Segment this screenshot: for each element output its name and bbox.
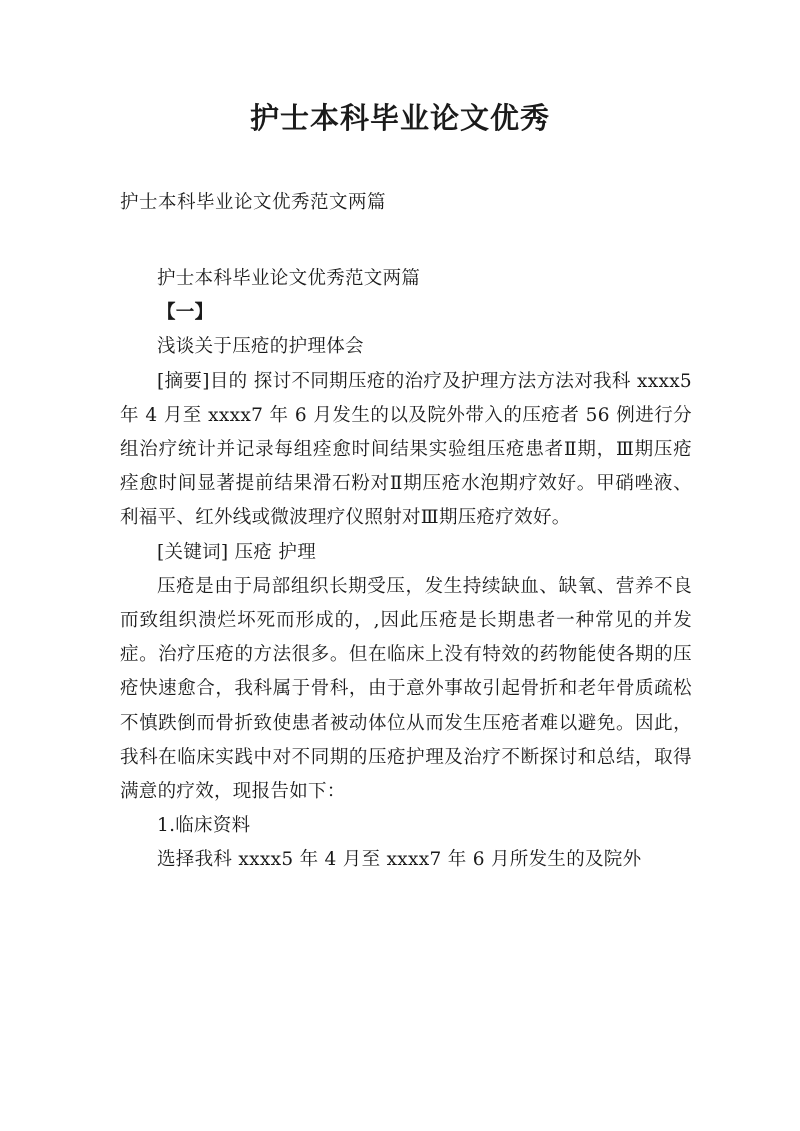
keywords-paragraph: [关键词] 压疮 护理 xyxy=(157,541,316,563)
abstract-paragraph: [摘要]目的 探讨不同期压疮的治疗及护理方法方法对我科 xxxx5 年 4 月至 xxxx7 年 6 月发生的以及院外带入的压疮者 56 例进行分组治疗统计并记录每组痊愈时间结果实验组压疮患者Ⅱ期，Ⅲ期压疮痊愈时间显著提前结果滑石粉对Ⅱ期压疮水泡期疗效好。甲硝唑液、利福平、红外线或微波理疗仪照射对Ⅲ期压疮疗效好。 xyxy=(120,370,692,529)
section-heading: 1.临床资料 xyxy=(157,815,251,837)
document-title: 护士本科毕业论文优秀 xyxy=(249,101,550,135)
body-heading: 护士本科毕业论文优秀范文两篇 xyxy=(157,268,421,289)
body-paragraph: 选择我科 xxxx5 年 4 月至 xxxx7 年 6 月所发生的及院外 xyxy=(157,849,642,871)
document-subtitle: 护士本科毕业论文优秀范文两篇 xyxy=(120,192,387,213)
article-title: 浅谈关于压疮的护理体会 xyxy=(157,336,364,358)
section-marker: 【一】 xyxy=(157,302,214,324)
body-paragraph: 压疮是由于局部组织长期受压，发生持续缺血、缺氧、营养不良而致组织溃烂坏死而形成的，,因此压疮是长期患者一种常见的并发症。治疗压疮的方法很多。但在临床上没有特效的药物能使各期的压疮快速愈合，我科属于骨科，由于意外事故引起骨折和老年骨质疏松不慎跌倒而骨折致使患者被动体位从而发生压疮者难以避免。因此，我科在临床实践中对不同期的压疮护理及治疗不断探讨和总结，取得满意的疗效，现报告如下： xyxy=(120,575,692,803)
document-body xyxy=(120,262,692,878)
